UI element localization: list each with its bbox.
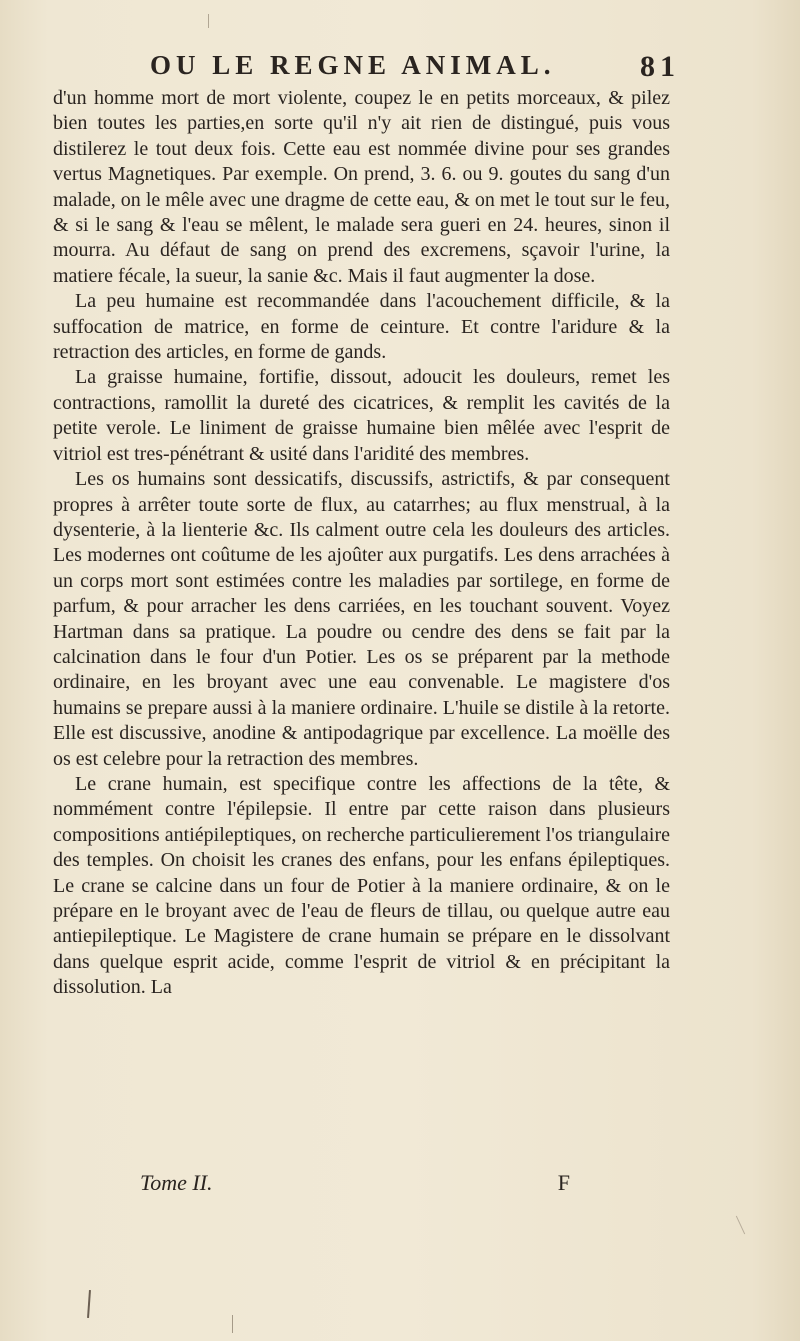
volume-label: Tome II. [140, 1170, 213, 1195]
running-head [150, 50, 680, 90]
ink-stroke [736, 1216, 745, 1235]
body-text [53, 86, 670, 1001]
page-number: 81 [640, 50, 680, 83]
signature-mark: F [557, 1170, 570, 1195]
paragraph-human-bones: Les os humains sont dessicatifs, discussifs, astrictifs, & par consequent propres à arrêter toute sorte de flux, au catarrhes; au flux menstrual, à la dysenterie, à la lienterie &c. Ils calment outre cela les douleurs des articles. Les modernes ont coûtume de les ajoûter aux purgatifs. Les dens arrachées à un corps mort sont estimées contre les maladies par sortilege, en forme de parfum, & pour arracher les dens carriées, en les touchant souvent. Voyez Hartman dans sa pratique. La poudre ou cendre des dens se fait par la calcination dans le four d'un Potier. Les os se préparent par la methode ordinaire, en les broyant avec une eau convenable. Le magistere d'os humains se prepare aussi à la maniere ordinaire. L'huile se distile à la retorte. Elle est discussive, anodine & antipodagrique par excellence. La moëlle des os est celebre pour la retraction des membres. [53, 468, 670, 770]
ink-stroke [208, 14, 209, 28]
page-footer [140, 1170, 600, 1202]
paragraph-magnetic-water: d'un homme mort de mort violente, coupez le en petits morceaux, & pilez bien toutes les parties,en sorte qu'il n'y ait rien de distingué, puis vous distilerez le tout deux fois. Cette eau est nommée divine pour ses grandes vertus Magnetiques. Par exemple. On prend, 3. 6. ou 9. goutes du sang d'un malade, on le mêle avec une dragme de cette eau, & on met le tout sur le feu, & si le sang & l'eau se mêlent, le malade sera gueri en 24. heures, sinon il mourra. Au défaut de sang on prend des excremens, sçavoir l'urine, la matiere fécale, la sueur, la sanie &c. Mais il faut augmenter la dose. [53, 87, 670, 287]
ink-stroke [232, 1315, 233, 1333]
paragraph-human-skin: La peu humaine est recommandée dans l'acouchement difficile, & la suffocation de matrice, en forme de ceinture. Et contre l'aridure & la retraction des articles, en forme de gands. [53, 290, 670, 364]
paragraph-human-skull: Le crane humain, est specifique contre les affections de la tête, & nommément contre l'épilepsie. Il entre par cette raison dans plusieurs compositions antiépileptiques, on recherche particulierement l'os triangulaire des temples. On choisit les cranes des enfans, pour les enfans épileptiques. Le crane se calcine dans un four de Potier à la maniere ordinaire, & on le prépare en le broyant avec de l'eau de fleurs de tillau, ou quelque autre eau antiepileptique. Le Magistere de crane humain se prépare en le dissolvant dans quelque esprit acide, comme l'esprit de vitriol & en précipitant la dissolution. La [53, 772, 670, 999]
paragraph-human-fat: La graisse humaine, fortifie, dissout, adoucit les douleurs, remet les contractions, ramollit la dureté des cicatrices, & remplit les cavités de la petite verole. Le liniment de graisse humaine bien mêlée avec l'esprit de vitriol est tres-pénétrant & usité dans l'aridité des membres. [53, 366, 670, 465]
running-title: OU LE REGNE ANIMAL. [150, 50, 556, 80]
ink-stroke [87, 1290, 91, 1318]
